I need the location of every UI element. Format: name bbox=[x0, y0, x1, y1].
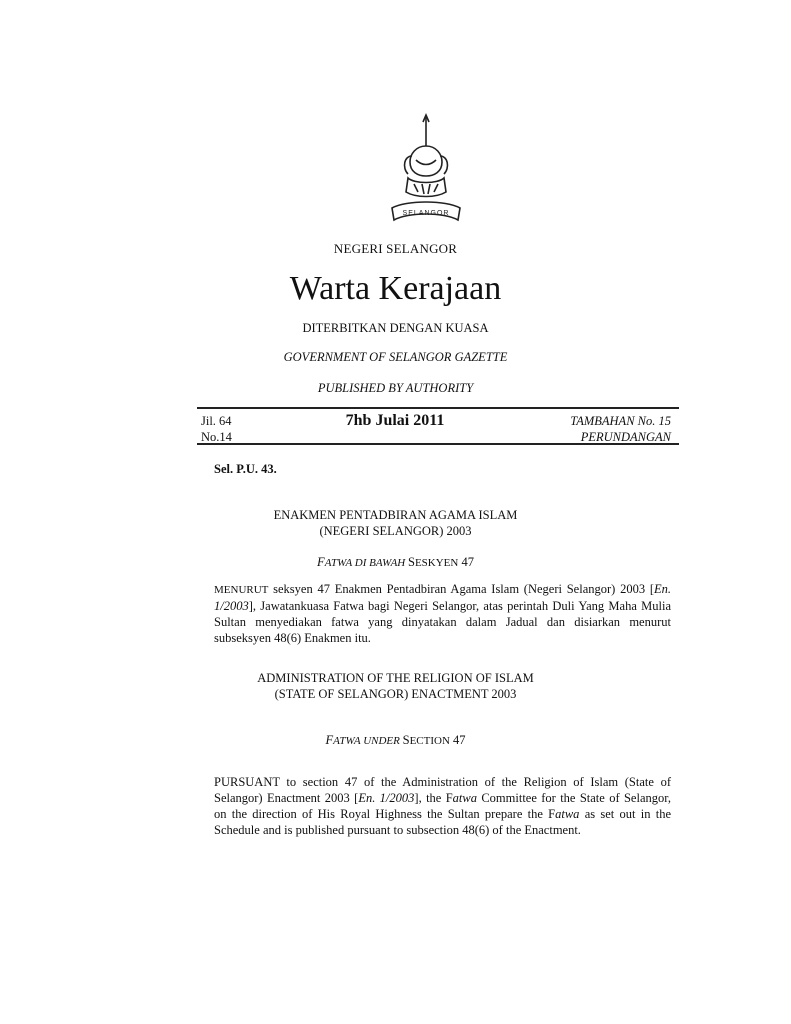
fatwa-section-subheading-english: FATWA UNDER SECTION 47 bbox=[325, 733, 466, 747]
issue-number: No.14 bbox=[201, 430, 232, 444]
gazette-name-english: GOVERNMENT OF SELANGOR GAZETTE bbox=[283, 350, 508, 364]
issue-volume-number bbox=[201, 413, 232, 445]
volume: Jil. 64 bbox=[201, 414, 232, 428]
supplement-category: PERUNDANGAN bbox=[580, 430, 671, 444]
supplement-info bbox=[570, 413, 671, 445]
heading-line: (STATE OF SELANGOR) ENACTMENT 2003 bbox=[274, 687, 517, 701]
issue-date: 7hb Julai 2011 bbox=[345, 412, 445, 429]
heading-line: (NEGERI SELANGOR) 2003 bbox=[319, 524, 472, 538]
header-rule-top bbox=[197, 407, 679, 409]
selangor-crest-emblem bbox=[388, 112, 464, 240]
heading-line: ADMINISTRATION OF THE RELIGION OF ISLAM bbox=[257, 671, 534, 685]
published-by-authority-malay: DITERBITKAN DENGAN KUASA bbox=[302, 321, 489, 335]
state-name: NEGERI SELANGOR bbox=[333, 241, 458, 256]
gazette-title: Warta Kerajaan bbox=[289, 270, 502, 307]
header-rule-bottom bbox=[197, 443, 679, 445]
fatwa-section-subheading-malay: FATWA DI BAWAH SESKYEN 47 bbox=[317, 555, 474, 569]
enactment-heading-malay bbox=[0, 507, 791, 539]
publication-reference: Sel. P.U. 43. bbox=[214, 462, 277, 476]
supplement-number: TAMBAHAN No. 15 bbox=[570, 414, 671, 428]
published-by-authority-english: PUBLISHED BY AUTHORITY bbox=[317, 381, 474, 395]
enactment-heading-english bbox=[0, 670, 791, 702]
emblem-ribbon-text: SELANGOR bbox=[402, 210, 450, 217]
heading-line: ENAKMEN PENTADBIRAN AGAMA ISLAM bbox=[273, 508, 518, 522]
enactment-paragraph-english: PURSUANT to section 47 of the Administration of the Religion of Islam (State of Selangor) Enactment 2003 [En. 1/2003], the Fatwa Committee for the State of Selangor, on the direction of His Royal Highness the Sultan prepare the Fatwa as set out in the Schedule and is published pursuant to subsection 48(6) of the Enactment. bbox=[214, 775, 672, 837]
enactment-paragraph-malay: MENURUT seksyen 47 Enakmen Pentadbiran Agama Islam (Negeri Selangor) 2003 [En. 1/2003], Jawatankuasa Fatwa bagi Negeri Selangor, atas perintah Duli Yang Maha Mulia Sultan menyediakan fatwa yang dinyatakan dalam Jadual dan disiarkan menurut subseksyen 48(6) Enakmen itu. bbox=[214, 582, 671, 645]
